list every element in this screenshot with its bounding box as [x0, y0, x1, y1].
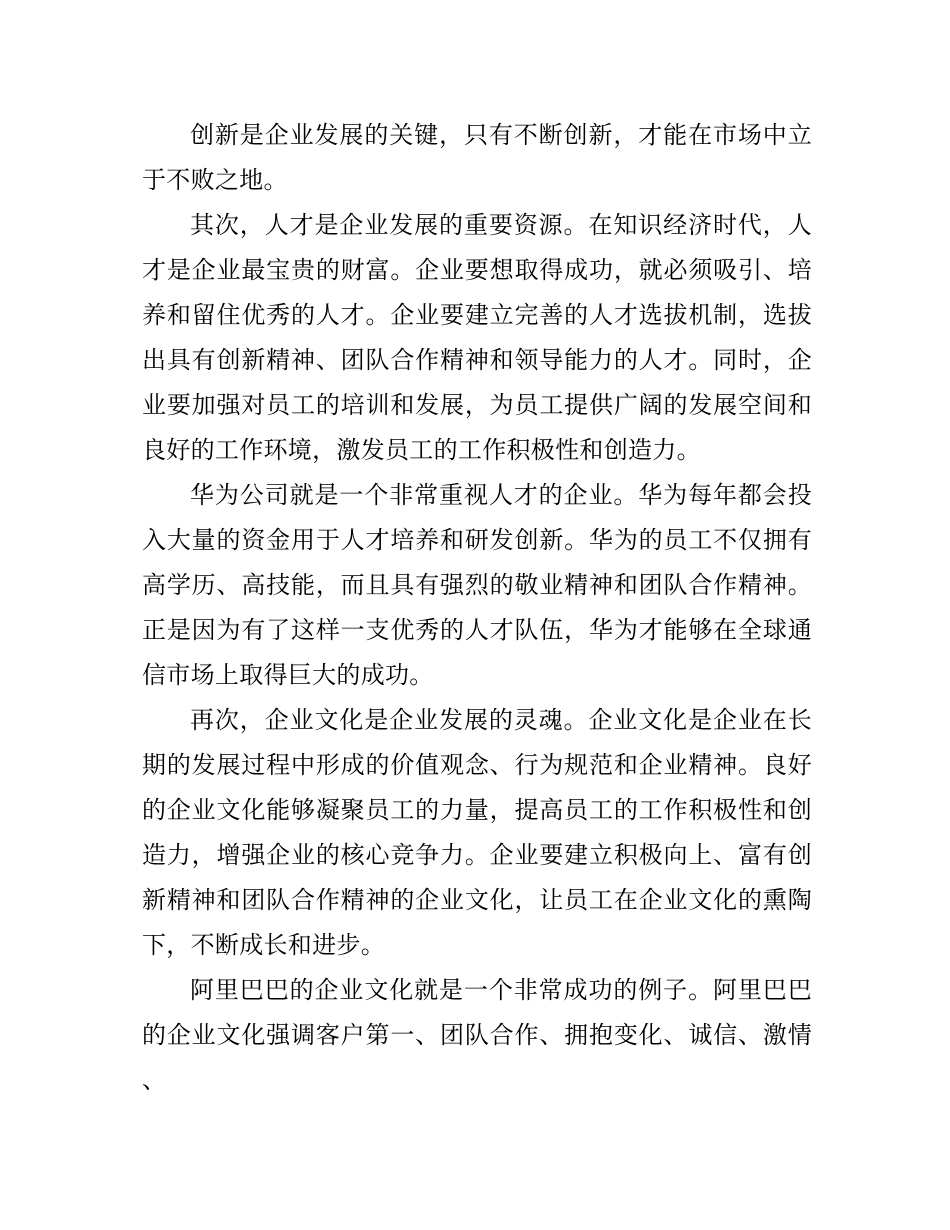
- paragraph-3: 华为公司就是一个非常重视人才的企业。华为每年都会投入大量的资金用于人才培养和研发创新。华为的员工不仅拥有高学历、高技能，而且具有强烈的敬业精神和团队合作精神。正是因为有了这样一支优秀的人才队伍，华为才能够在全球通信市场上取得巨大的成功。: [142, 481, 812, 689]
- paragraph-2: 其次，人才是企业发展的重要资源。在知识经济时代，人才是企业最宝贵的财富。企业要想取得成功，就必须吸引、培养和留住优秀的人才。企业要建立完善的人才选拔机制，选拔出具有创新精神、团队合作精神和领导能力的人才。同时，企业要加强对员工的培训和发展，为员工提供广阔的发展空间和良好的工作环境，激发员工的工作积极性和创造力。: [142, 211, 812, 464]
- paragraph-4: 再次，企业文化是企业发展的灵魂。企业文化是企业在长期的发展过程中形成的价值观念、行为规范和企业精神。良好的企业文化能够凝聚员工的力量，提高员工的工作积极性和创造力，增强企业的核心竞争力。企业要建立积极向上、富有创新精神和团队合作精神的企业文化，让员工在企业文化的熏陶下，不断成长和进步。: [142, 706, 812, 959]
- paragraph-5: 阿里巴巴的企业文化就是一个非常成功的例子。阿里巴巴的企业文化强调客户第一、团队合作、拥抱变化、诚信、激情、: [142, 976, 812, 1094]
- document-body: [142, 113, 812, 1103]
- paragraph-1: 创新是企业发展的关键，只有不断创新，才能在市场中立于不败之地。: [142, 121, 812, 194]
